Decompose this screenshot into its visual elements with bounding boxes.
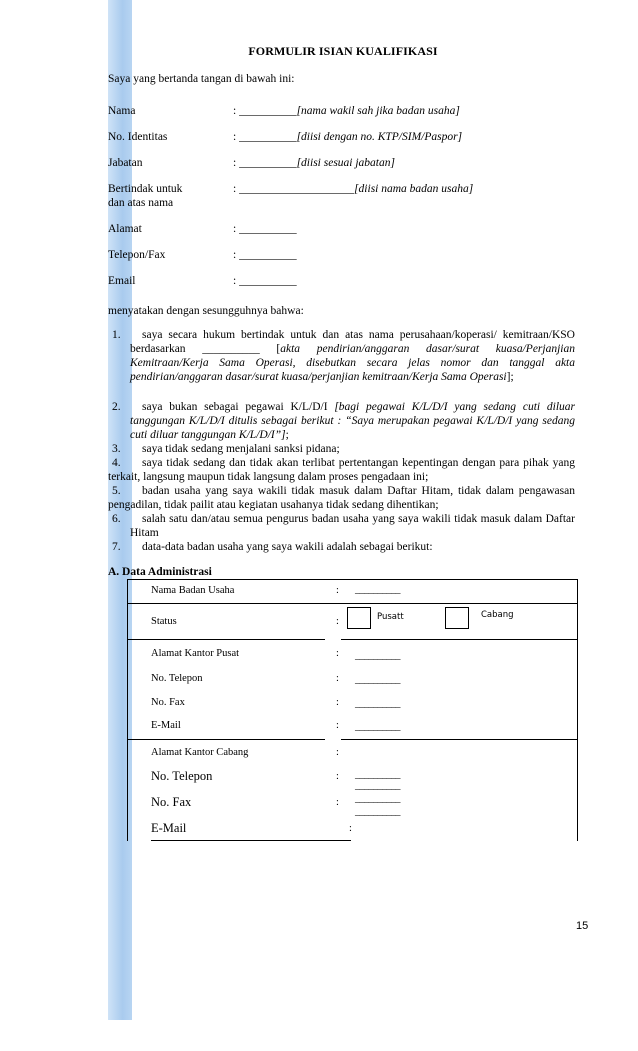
field-label: Email bbox=[108, 275, 136, 287]
input-nama-badan-usaha[interactable]: __________ bbox=[355, 584, 400, 595]
field-label: Jabatan bbox=[108, 157, 143, 169]
input-no-telepon[interactable]: __________ bbox=[355, 674, 400, 685]
field-value[interactable]: : ____________________[diisi nama badan usaha] bbox=[233, 183, 474, 195]
field-label: Nama bbox=[108, 105, 136, 117]
field-label: No. Identitas bbox=[108, 131, 168, 143]
list-item: 5. badan usaha yang saya wakili tidak masuk dalam Daftar Hitam, tidak dalam pengawasan pengadilan, tidak pailit atau kegiatan usahanya tidak sedang dihentikan; bbox=[108, 485, 575, 511]
label-status: Status bbox=[151, 616, 177, 627]
input-no-fax-cabang[interactable]: __________ bbox=[355, 793, 400, 804]
field-label: Bertindak untuk bbox=[108, 183, 183, 195]
label-no-fax-cabang: No. Fax bbox=[151, 795, 192, 809]
field-label: Alamat bbox=[108, 223, 142, 235]
row-divider bbox=[127, 739, 325, 740]
field-value[interactable]: : __________ bbox=[233, 249, 297, 261]
label-email: E-Mail bbox=[151, 720, 181, 731]
label-no-telepon: No. Telepon bbox=[151, 673, 203, 684]
list-item: 2. saya bukan sebagai pegawai K/L/D/I [bagi pegawai K/L/D/I yang sedang cuti diluar tanggungan K/L/D/I ditulis sebagai berikut : “Saya merupakan pegawai K/L/D/I yang sedang cuti diluar tanggungan K/L/D/I”]; bbox=[112, 401, 575, 441]
label-alamat-kantor-cabang: Alamat Kantor Cabang bbox=[151, 747, 249, 758]
label-no-telepon-cabang: No. Telepon bbox=[151, 769, 213, 783]
section-heading-administrasi: A. Data Administrasi bbox=[108, 566, 212, 578]
declaration-text: menyatakan dengan sesungguhnya bahwa: bbox=[108, 305, 304, 317]
field-label-line2: dan atas nama bbox=[108, 197, 174, 209]
input-email[interactable]: __________ bbox=[355, 721, 400, 732]
page-number: 15 bbox=[576, 920, 589, 932]
label-nama-badan-usaha: Nama Badan Usaha bbox=[151, 585, 235, 596]
row-divider bbox=[127, 603, 578, 604]
input-no-fax[interactable]: __________ bbox=[355, 698, 400, 709]
input-alamat-kantor-pusat[interactable]: __________ bbox=[355, 650, 400, 661]
row-divider bbox=[151, 840, 351, 841]
field-value[interactable]: : __________[nama wakil sah jika badan usaha] bbox=[233, 105, 460, 117]
row-divider bbox=[127, 639, 325, 640]
table-top-border bbox=[127, 579, 578, 580]
admin-data-table: Nama Badan Usaha : __________ Status : Pusatt Cabang Alamat Kantor Pusat : __________ No. Telepon : __________ No. Fax : __________ E-Mail : __________ Alamat Kantor Cabang : No. Telepon : __________ __________ No. Fax : __________ __________ E-Mail : bbox=[127, 579, 578, 841]
row-divider bbox=[341, 639, 578, 640]
table-border-right bbox=[577, 579, 578, 841]
label-email-cabang: E-Mail bbox=[151, 821, 187, 835]
list-item: 4. saya tidak sedang dan tidak akan terlibat pertentangan kepentingan dengan para pihak yang terkait, langsung maupun tidak langsung dalam proses pengadaan ini; bbox=[108, 457, 575, 483]
field-value[interactable]: : __________ bbox=[233, 223, 297, 235]
label-no-fax: No. Fax bbox=[151, 697, 185, 708]
list-item: 3. saya tidak sedang menjalani sanksi pidana; bbox=[112, 443, 340, 455]
list-item: 1. saya secara hukum bertindak untuk dan atas nama perusahaan/koperasi/ kemitraan/KSO berdasarkan __________ [akta pendirian/anggaran dasar/surat kuasa/Perjanjian Kemitraan/Kerja Sama Operasi, disebutkan secara jelas nomor dan tanggal akta pendirian/anggaran dasar/surat kuasa/perjanjian kemitraan/Kerja Sama Operasi]; bbox=[112, 329, 575, 383]
list-item: 6. salah satu dan/atau semua pengurus badan usaha yang saya wakili tidak masuk dalam Daftar Hitam bbox=[112, 513, 575, 539]
label-alamat-kantor-pusat: Alamat Kantor Pusat bbox=[151, 648, 240, 659]
checkbox-cabang[interactable] bbox=[445, 607, 469, 629]
table-border-left bbox=[127, 579, 128, 841]
field-value[interactable]: : __________[diisi sesuai jabatan] bbox=[233, 157, 395, 169]
input-no-telepon-cabang[interactable]: __________ bbox=[355, 769, 400, 780]
intro-text: Saya yang bertanda tangan di bawah ini: bbox=[108, 73, 295, 85]
input-no-fax-cabang-2[interactable]: __________ bbox=[355, 806, 400, 817]
checkbox-pusat[interactable] bbox=[347, 607, 371, 629]
field-value[interactable]: : __________[diisi dengan no. KTP/SIM/Paspor] bbox=[233, 131, 463, 143]
list-item: 7. data-data badan usaha yang saya wakili adalah sebagai berikut: bbox=[112, 541, 433, 553]
field-label: Telepon/Fax bbox=[108, 249, 166, 261]
form-title: FORMULIR ISIAN KUALIFIKASI bbox=[248, 44, 438, 58]
field-value[interactable]: : __________ bbox=[233, 275, 297, 287]
label-pusat: Pusatt bbox=[377, 612, 404, 622]
input-no-telepon-cabang-2[interactable]: __________ bbox=[355, 780, 400, 791]
row-divider bbox=[341, 739, 578, 740]
label-cabang: Cabang bbox=[481, 610, 514, 620]
